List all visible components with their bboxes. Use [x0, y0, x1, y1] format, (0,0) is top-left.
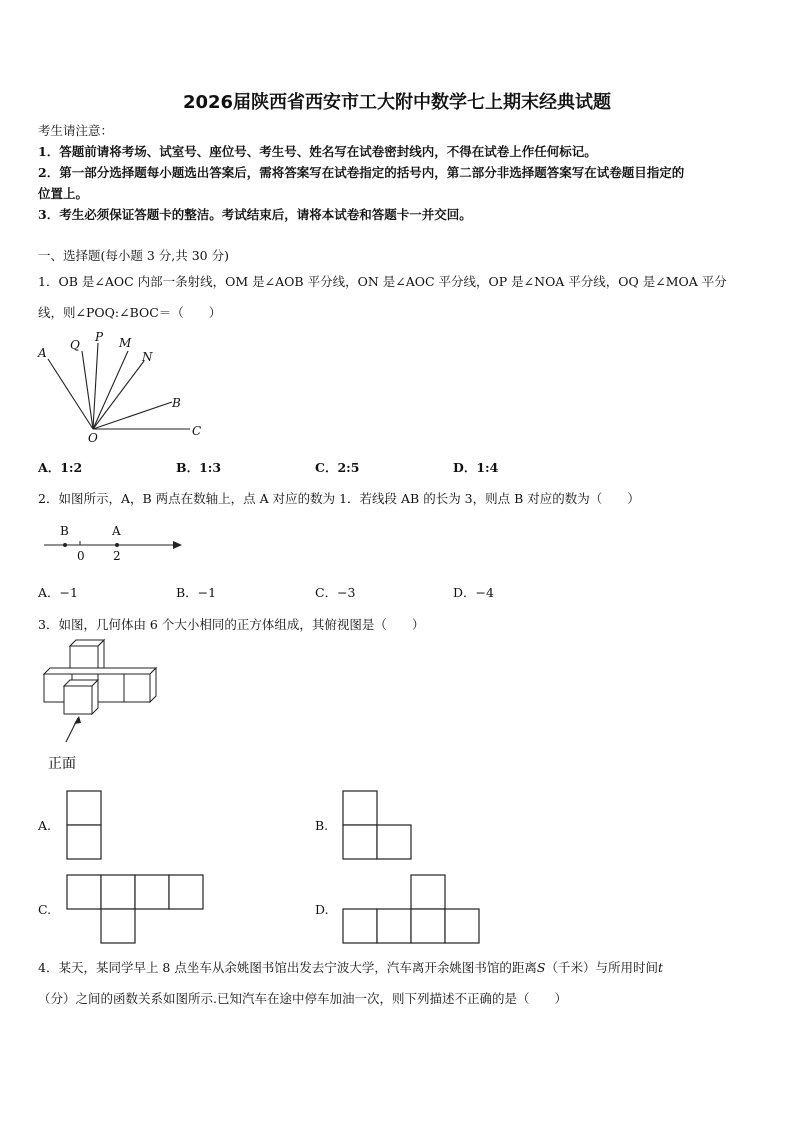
- q1-angle-figure: [30, 325, 220, 450]
- point-B: [63, 543, 67, 547]
- label-B: B: [60, 524, 69, 538]
- tick-0: 0: [77, 549, 85, 563]
- q4-text-line2: （分）之间的函数关系如图所示.已知汽车在途中停车加油一次，则下列描述不正确的是（ ）: [38, 991, 567, 1006]
- q3-option-d-label: D.: [315, 902, 329, 917]
- q1-text-line1: 1．OB 是∠AOC 内部一条射线，OM 是∠AOB 平分线，ON 是∠AOC 平分线，OP 是∠NOA 平分线，OQ 是∠MOA 平分: [38, 274, 727, 289]
- notice-item-2: 2．第一部分选择题每小题选出答案后，需将答案写在试卷指定的括号内，第二部分非选择题答案写在试卷题目指定的: [38, 165, 685, 180]
- q3-option-b-figure: [342, 790, 412, 860]
- label-A: A: [38, 346, 47, 360]
- label-M: M: [119, 336, 132, 350]
- label-P: P: [95, 330, 104, 344]
- notice-item-1: 1．答题前请将考场、试室号、座位号、考生号、姓名写在试卷密封线内，不得在试卷上作任何标记。: [38, 144, 597, 159]
- q2-option-d: D．−4: [453, 585, 494, 600]
- q4-var-t: t: [657, 960, 663, 975]
- q2-option-b: B．−1: [176, 585, 217, 600]
- label-C: C: [192, 424, 202, 438]
- q1-option-c: C．2:5: [315, 460, 360, 475]
- q2-option-c: C．−3: [315, 585, 356, 600]
- q3-option-b-label: B.: [315, 818, 329, 833]
- q1-option-d: D．1:4: [453, 460, 499, 475]
- q4-var-s: S: [536, 960, 546, 975]
- q4-text-part2: （千米）与所用时间: [545, 960, 658, 975]
- q1-option-b: B．1:3: [176, 460, 222, 475]
- q3-text: 3．如图，几何体由 6 个大小相同的正方体组成，其俯视图是（ ）: [38, 617, 425, 632]
- section-heading: 一、选择题(每小题 3 分,共 30 分): [38, 248, 229, 263]
- q3-option-a-figure: [66, 790, 102, 860]
- q4-text-part1: 4．某天，某同学早上 8 点坐车从余姚图书馆出发去宁波大学，汽车离开余姚图书馆的距离: [38, 960, 537, 975]
- ray-OB: [93, 402, 172, 429]
- front-label: 正面: [48, 756, 76, 772]
- q2-option-a: A．−1: [38, 585, 78, 600]
- q3-option-c-label: C.: [38, 902, 52, 917]
- notice-heading: 考生请注意：: [38, 123, 114, 138]
- label-N: N: [142, 350, 153, 364]
- label-Q: Q: [70, 338, 80, 352]
- q1-option-a: A．1:2: [38, 460, 83, 475]
- q3-option-c-figure: [66, 874, 204, 944]
- ray-OP: [93, 343, 98, 429]
- q3-option-a-label: A.: [38, 818, 52, 833]
- q2-number-line: [38, 518, 188, 568]
- label-A: A: [112, 524, 121, 538]
- q2-text: 2．如图所示，A，B 两点在数轴上，点 A 对应的数为 1．若线段 AB 的长为 3，则点 B 对应的数为（ ）: [38, 491, 640, 506]
- q3-cube-solid: [38, 638, 168, 778]
- label-B: B: [172, 396, 181, 410]
- ray-OA: [48, 359, 93, 429]
- q1-text-line2: 线，则∠POQ:∠BOC＝（ ）: [38, 305, 222, 320]
- ray-OQ: [82, 351, 93, 429]
- tick-2: 2: [113, 549, 121, 563]
- q3-option-d-figure: [342, 874, 480, 944]
- notice-item-3: 3．考生必须保证答题卡的整洁。考试结束后，请将本试卷和答题卡一并交回。: [38, 207, 472, 222]
- q4-text-line1: [38, 958, 663, 976]
- notice-item-2-cont: 位置上。: [38, 186, 89, 201]
- page-title: 2026届陕西省西安市工大附中数学七上期末经典试题: [182, 92, 612, 113]
- label-O: O: [88, 431, 98, 445]
- point-A: [115, 543, 119, 547]
